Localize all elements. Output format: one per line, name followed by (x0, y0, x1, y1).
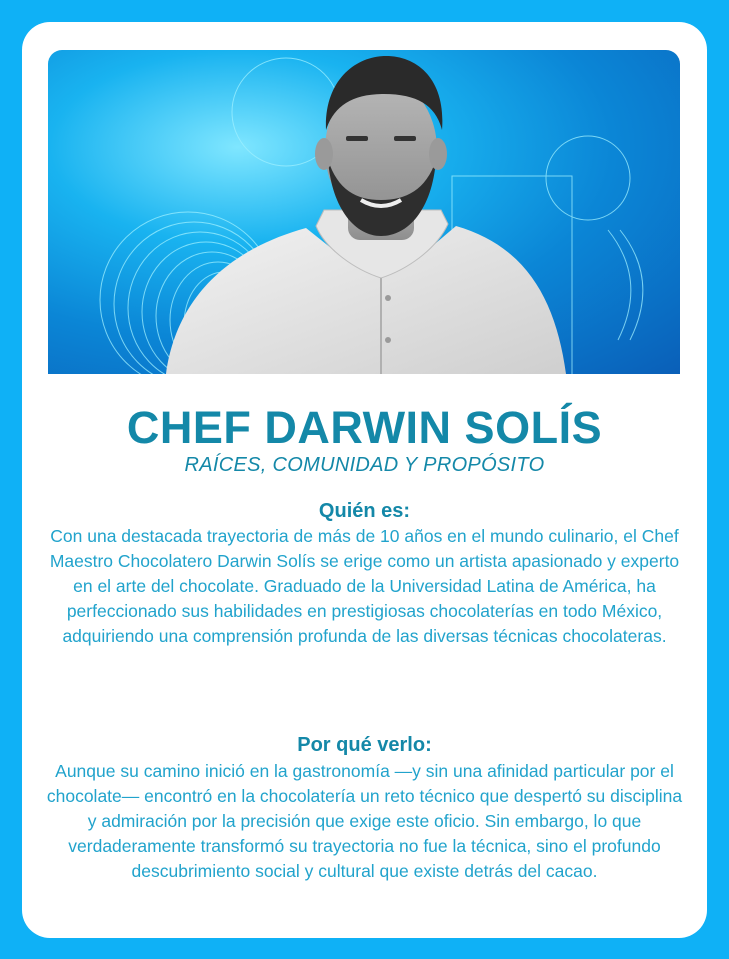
why-heading: Por qué verlo: (297, 734, 432, 756)
why-text: Aunque su camino inició en la gastronomía —y sin una afinidad particular por el chocolate— encontró en la chocolatería un reto técnico que despertó su disciplina y admiración por la precisión que exige este oficio. Sin embargo, lo que verdaderamente transformó su trayectoria no fue la técnica, sino el profundo descubrimiento social y cultural que existe detrás del cacao. (46, 761, 683, 881)
who-text: Con una destacada trayectoria de más de 10 años en el mundo culinario, el Chef Maestro Chocolatero Darwin Solís se erige como un artista apasionado y experto en el arte del chocolate. Graduado de la Universidad Latina de América, ha perfeccionado sus habilidades en prestigiosas chocolaterías en todo México, adquiriendo una comprensión profunda de las diversas técnicas chocolateras. (49, 526, 680, 646)
chef-name: CHEF DARWIN SOLÍS (126, 402, 603, 453)
profile-card (22, 22, 707, 938)
tagline: RAÍCES, COMUNIDAD Y PROPÓSITO (184, 454, 545, 476)
who-heading: Quién es: (318, 500, 411, 522)
chef-portrait (156, 50, 566, 374)
hero-image (48, 50, 680, 374)
